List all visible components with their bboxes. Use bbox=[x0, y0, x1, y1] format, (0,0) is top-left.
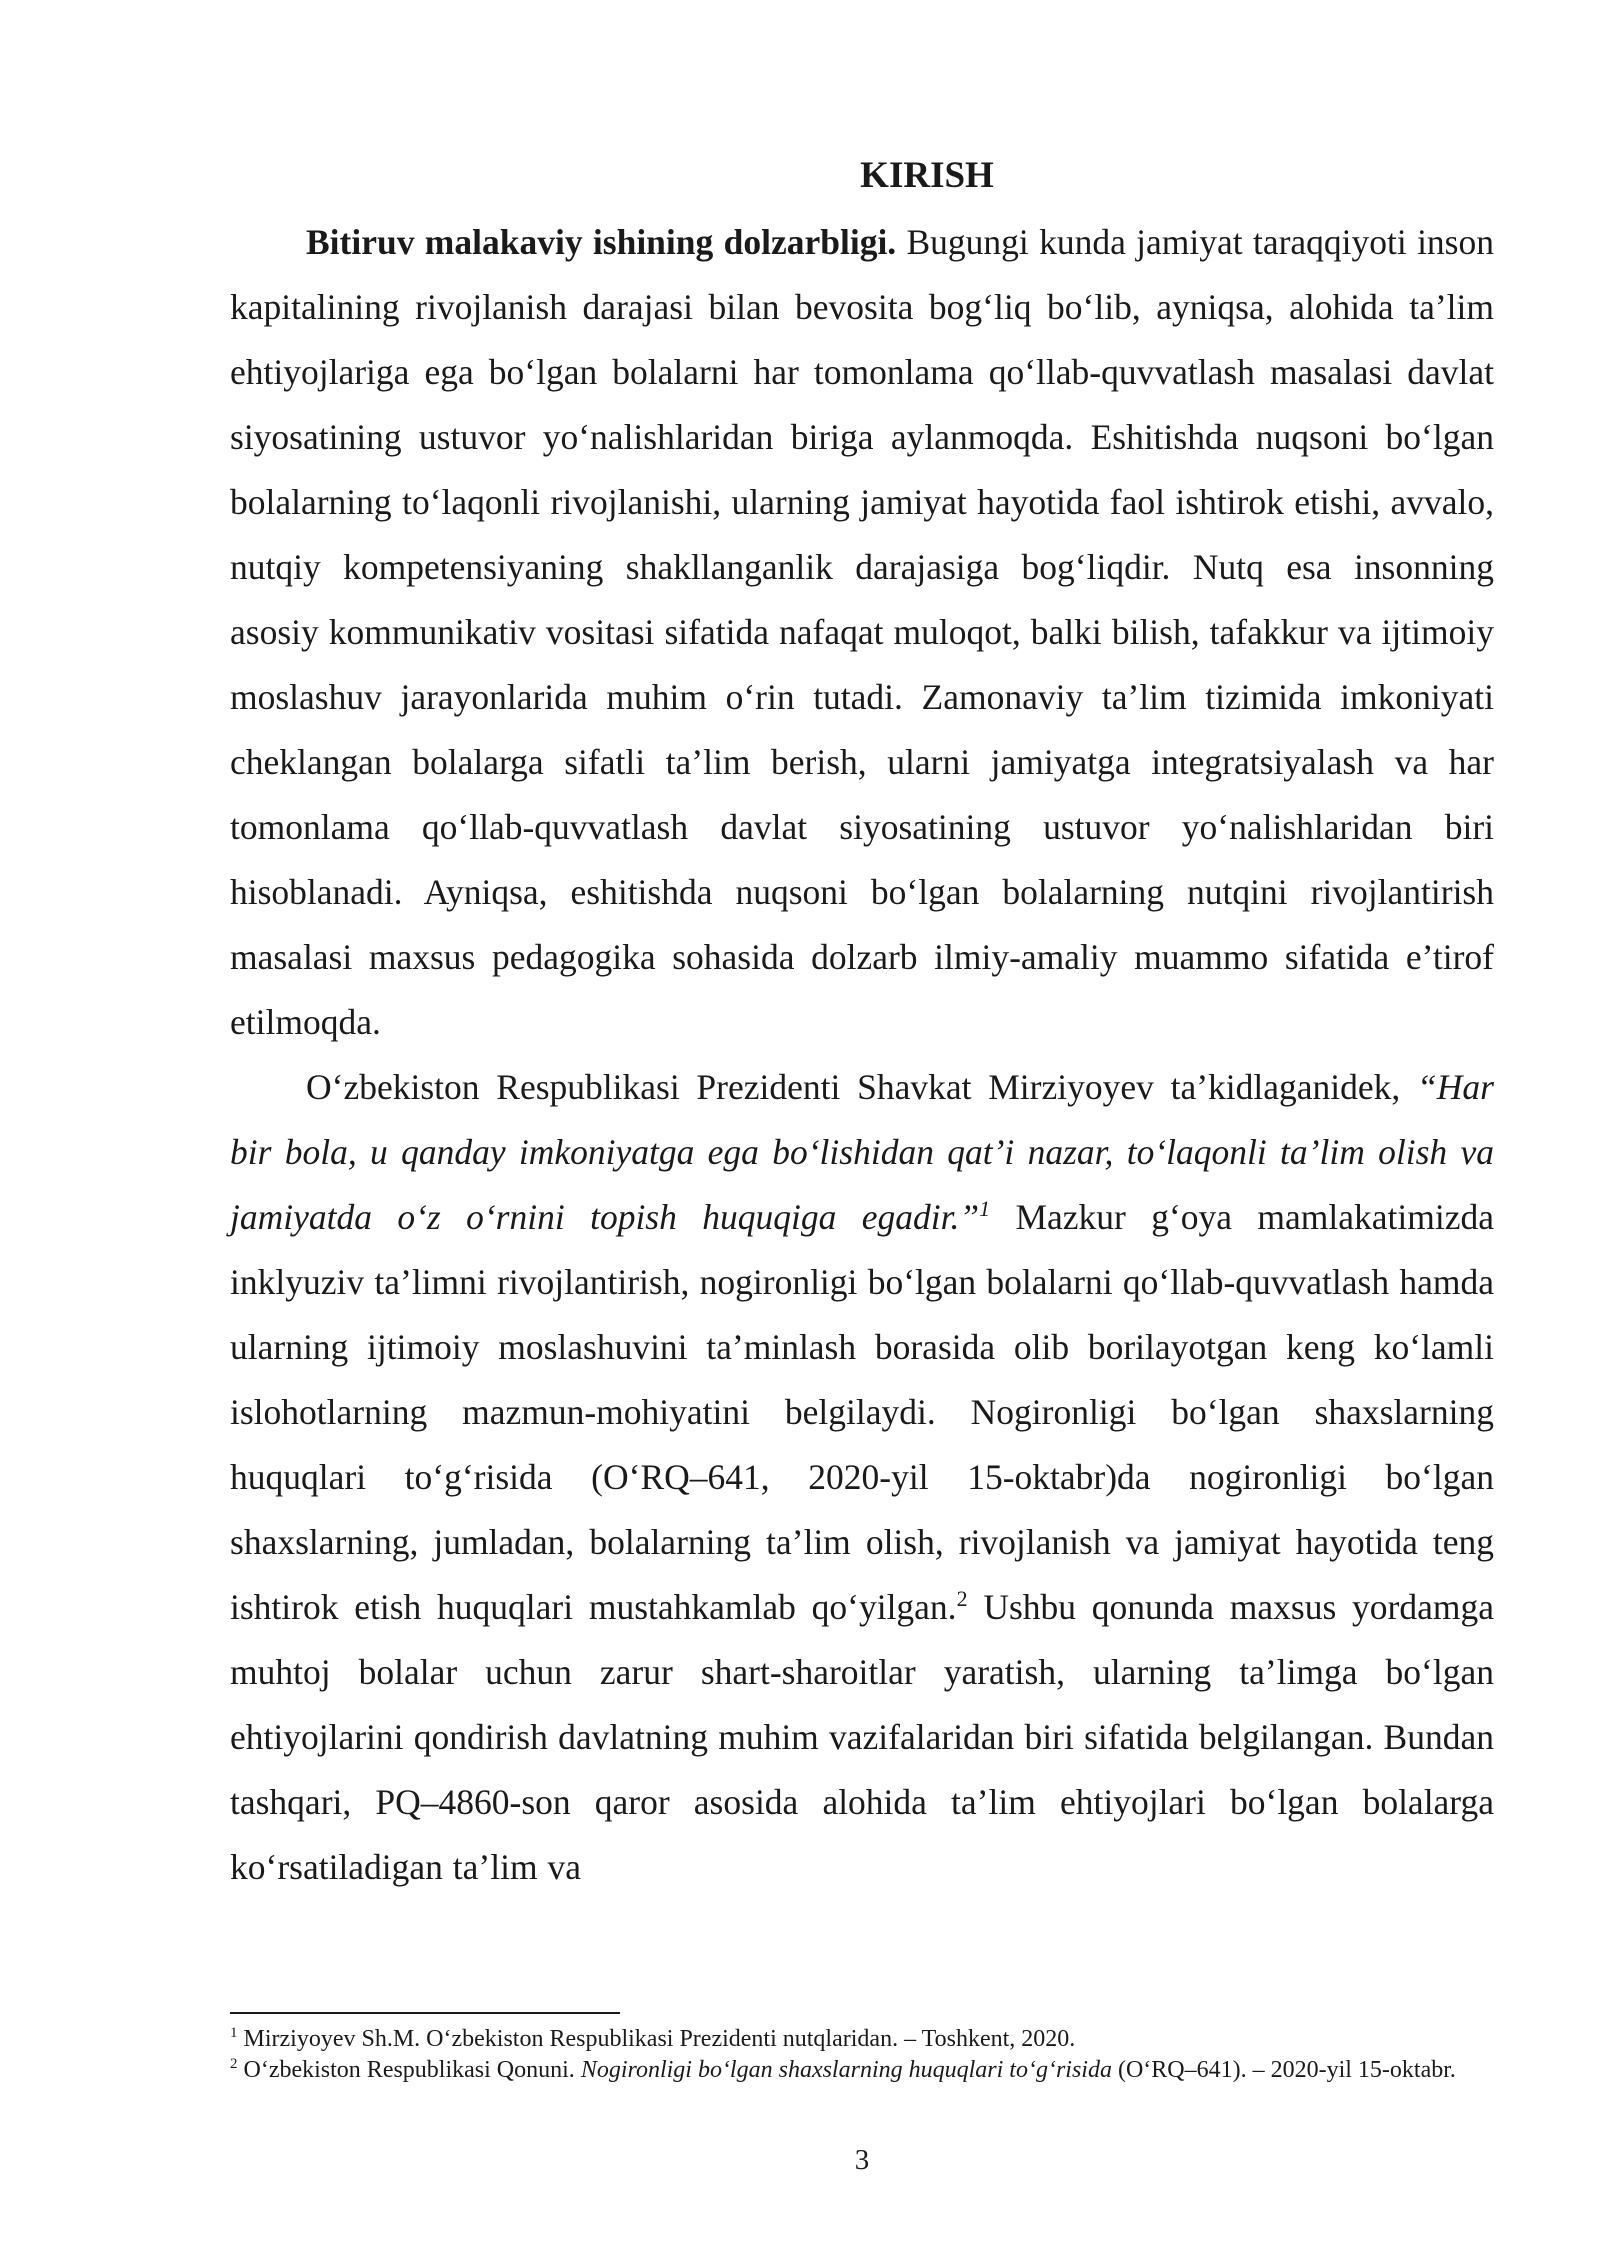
paragraph-relevance-text: Bugungi kunda jamiyat taraqqiyoti inson kapitalining rivojlanish darajasi bilan bevosita bog‘liq bo‘lib, ayniqsa, alohida ta’lim ehtiyojlariga ega bo‘lgan bolalarni har tomonlama qo‘llab-quvvatlash masalasi davlat siyosatining ustuvor yo‘nalishlaridan biriga aylanmoqda. Eshitishda nuqsoni bo‘lgan bolalarning to‘laqonli rivojlanishi, ularning jamiyat hayotida faol ishtirok etishi, avvalo, nutqiy kompetensiyaning shakllanganlik darajasiga bog‘liqdir. Nutq esa insonning asosiy kommunikativ vositasi sifatida nafaqat muloqot, balki bilish, tafakkur va ijtimoiy moslashuv jarayonlarida muhim o‘rin tutadi. Zamonaviy ta’lim tizimida imkoniyati cheklangan bolalarga sifatli ta’lim berish, ularni jamiyatga integratsiyalash va har tomonlama qo‘llab-quvvatlash davlat siyosatining ustuvor yo‘nalishlaridan biri hisoblanadi. Ayniqsa, eshitishda nuqsoni bo‘lgan bolalarning nutqini rivojlantirish masalasi maxsus pedagogika sohasida dolzarb ilmiy-amaliy muammo sifatida e’tirof etilmoqda. bbox=[230, 222, 1494, 1042]
paragraph-body-text-b: Ushbu qonunda maxsus yordamga muhtoj bolalar uchun zarur shart-sharoitlar yaratish, ularning ta’limga bo‘lgan ehtiyojlarini qondirish davlatning muhim vazifalaridan biri sifatida belgilangan. Bundan tashqari, PQ–4860-son qaror asosida alohida ta’lim ehtiyojlari bo‘lgan bolalarga ko‘rsatiladigan ta’lim va bbox=[230, 1587, 1494, 1887]
footnotes bbox=[230, 2024, 1494, 2086]
page-number: 3 bbox=[854, 2144, 870, 2176]
footnote-1 bbox=[230, 2024, 1494, 2055]
footnote-2-number: 2 bbox=[230, 2056, 238, 2072]
paragraph-body-text-a: Mazkur g‘oya mamlakatimizda inklyuziv ta’limni rivojlantirish, nogironligi bo‘lgan bolalarni qo‘llab-quvvatlash hamda ularning ijtimoiy moslashuvini ta’minlash borasida olib borilayotgan keng ko‘lamli islohotlarning mazmun-mohiyatini belgilaydi. Nogironligi bo‘lgan shaxslarning huquqlari to‘g‘risida (O‘RQ–641, 2020-yil 15-oktabr)da nogironligi bo‘lgan shaxslarning, jumladan, bolalarning ta’lim olish, rivojlanish va jamiyat hayotida teng ishtirok etish huquqlari mustahkamlab qo‘yilgan. bbox=[230, 1197, 1494, 1627]
footnote-2 bbox=[230, 2055, 1494, 2086]
footnote-separator bbox=[230, 2012, 620, 2014]
footnote-1-text: Mirziyoyev Sh.M. O‘zbekiston Respublikasi Prezidenti nutqlaridan. – Toshkent, 2020. bbox=[237, 2026, 1076, 2052]
footnote-2-text-before: O‘zbekiston Respublikasi Qonuni. bbox=[237, 2057, 581, 2083]
footnote-2-text-after: (O‘RQ–641). – 2020-yil 15-oktabr. bbox=[1111, 2057, 1456, 2083]
document-page bbox=[230, 150, 1494, 1900]
paragraph-president-quote bbox=[230, 1055, 1494, 1900]
footnote-1-number: 1 bbox=[230, 2025, 238, 2041]
footnote-2-title: Nogironligi bo‘lgan shaxslarning huquqlari to‘g‘risida bbox=[580, 2057, 1112, 2083]
footnote-ref-1[interactable] bbox=[979, 1196, 990, 1221]
footnote-ref-1-label: 1 bbox=[979, 1196, 991, 1222]
president-quote: “Har bir bola, u qanday imkoniyatga ega bo‘lishidan qat’i nazar, to‘laqonli ta’lim olish va jamiyatda o‘z o‘rnini topish huquqiga egadir.” bbox=[230, 1067, 1494, 1237]
paragraph-relevance bbox=[230, 210, 1494, 1055]
paragraph-intro-text: O‘zbekiston Respublikasi Prezidenti Shavkat Mirziyoyev ta’kidlaganidek, bbox=[306, 1067, 1418, 1107]
paragraph-lead-bold: Bitiruv malakaviy ishining dolzarbligi. bbox=[306, 222, 897, 262]
page-heading: KIRISH bbox=[860, 155, 994, 196]
footnote-ref-2[interactable]: 2 bbox=[956, 1586, 968, 1612]
